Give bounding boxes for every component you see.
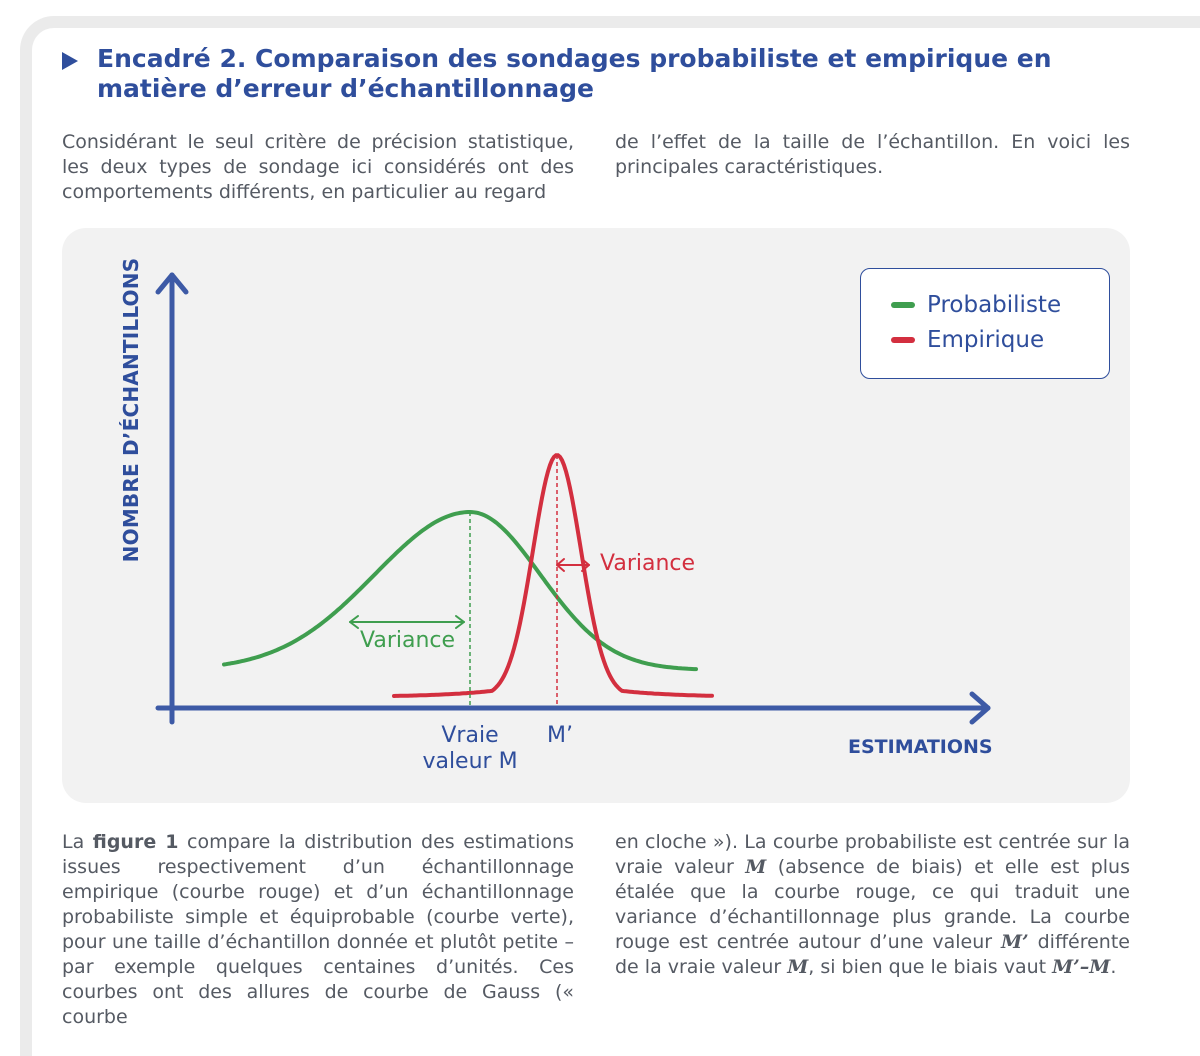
green-variance-arrow-icon <box>350 616 464 628</box>
empirique-variance-label: Variance <box>600 551 696 576</box>
legend-label-probabiliste: Probabiliste <box>927 292 1062 318</box>
body-right-text-3: différente de la vraie valeur <box>615 931 1130 978</box>
box-title: Encadré 2. Comparaison des sondages probabiliste et empirique en matière d’erreur d’échantillonnage <box>97 44 1052 103</box>
legend-swatch-green <box>891 302 915 308</box>
intro-paragraph-right: de l’effet de la taille de l’échantillon. En voici les principales caractéristiques. <box>615 131 1130 178</box>
symbol-bias: M’–M <box>1052 956 1111 978</box>
body-right-text-5: . <box>1110 956 1117 978</box>
probabiliste-variance-label: Variance <box>360 628 456 653</box>
legend-entry-probabiliste <box>891 290 1061 320</box>
x-tick-true-value <box>400 723 540 775</box>
red-variance-arrow-icon <box>557 559 589 571</box>
body-right-text-1: en cloche »). La courbe probabiliste est centrée sur la vraie valeur <box>615 831 1130 878</box>
x-tick-true-value-line1: Vraie <box>441 723 499 748</box>
symbol-m-2: M <box>787 956 809 978</box>
body-right-text-2: (absence de biais) et elle est plus étalée que la courbe rouge, ce qui traduit une variance d’échantillonnage plus grande. La courbe rouge est centrée autour d’une valeur <box>615 856 1130 953</box>
figure-reference: figure 1 <box>92 831 179 853</box>
intro-paragraph-left: Considérant le seul critère de précision statistique, les deux types de sondage ici considérés ont des comportements différents, en particulier au regard <box>62 131 574 203</box>
symbol-m-prime: M’ <box>1001 931 1029 953</box>
body-paragraph-right <box>615 830 1130 980</box>
body-left-prefix: La <box>62 831 93 853</box>
x-axis-label: ESTIMATIONS <box>848 736 993 758</box>
chart-legend <box>860 268 1110 379</box>
legend-label-empirique: Empirique <box>927 327 1045 353</box>
legend-entry-empirique <box>891 325 1044 355</box>
legend-swatch-red <box>891 337 915 343</box>
body-right-text-4: , si bien que le biais vaut <box>808 956 1053 978</box>
body-paragraph-left <box>62 830 574 1030</box>
symbol-m: M <box>745 856 767 878</box>
x-tick-m-prime: M’ <box>547 723 573 748</box>
x-tick-true-value-line2: valeur M <box>422 749 518 774</box>
probabiliste-curve <box>224 512 696 669</box>
body-left-text: compare la distribution des estimations issues respectivement d’un échantillonnage empirique (courbe rouge) et d’un échantillonnage probabiliste simple et équiprobable (courbe verte), pour une taille d’échantillon donnée et plutôt petite – par exemple quelques centaines d’unités. Ces courbes ont des allures de courbe de Gauss (« courbe <box>62 831 574 1028</box>
y-axis-label: NOMBRE D’ÉCHANTILLONS <box>119 257 143 563</box>
